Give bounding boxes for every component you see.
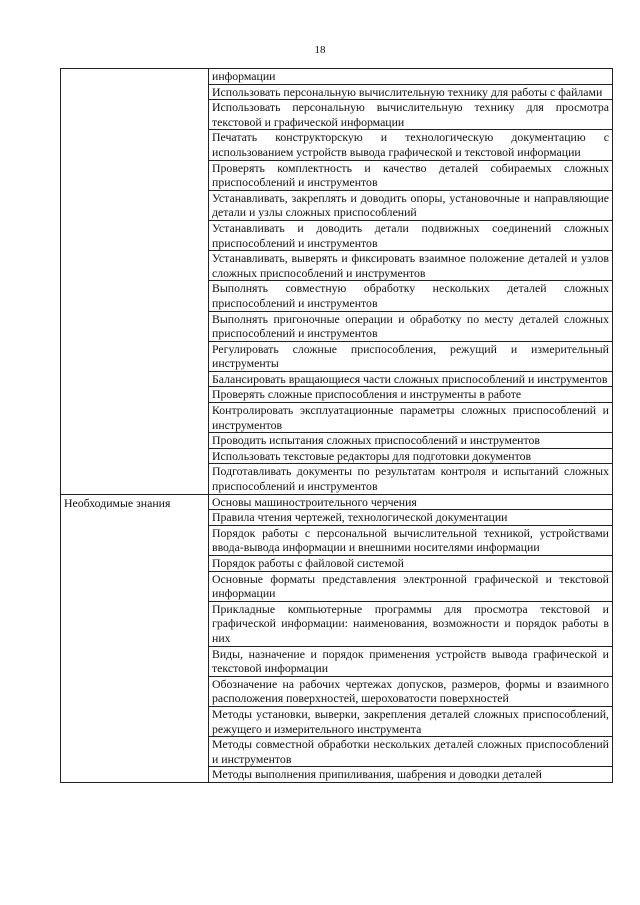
section-label-knowledge: Необходимые знания xyxy=(61,494,209,782)
table-row xyxy=(61,69,613,85)
table-row xyxy=(61,494,613,510)
table-cell: Виды, назначение и порядок применения устройств вывода графической и текстовой информации xyxy=(209,646,613,676)
table-cell: Использовать текстовые редакторы для подготовки документов xyxy=(209,448,613,464)
table-cell: Проверять комплектность и качество деталей собираемых сложных приспособлений и инструментов xyxy=(209,160,613,190)
table-cell: Прикладные компьютерные программы для просмотра текстовой и графической информации: наименования, возможности и порядок работы в них xyxy=(209,601,613,646)
table-cell: Использовать персональную вычислительную технику для просмотра текстовой и графической информации xyxy=(209,100,613,130)
table-cell: Основы машиностроительного черчения xyxy=(209,494,613,510)
table-cell: Правила чтения чертежей, технологической документации xyxy=(209,510,613,526)
page-number: 18 xyxy=(314,44,326,56)
table-cell: Выполнять совместную обработку нескольких деталей сложных приспособлений и инструментов xyxy=(209,281,613,311)
table-cell: Использовать персональную вычислительную технику для работы с файлами xyxy=(209,84,613,100)
table-cell: Устанавливать и доводить детали подвижных соединений сложных приспособлений и инструментов xyxy=(209,220,613,250)
table-cell: Методы совместной обработки нескольких деталей сложных приспособлений и инструментов xyxy=(209,737,613,767)
table-cell: Проверять сложные приспособления и инструменты в работе xyxy=(209,387,613,403)
table-cell: Балансировать вращающиеся части сложных приспособлений и инструментов xyxy=(209,371,613,387)
table-cell: Основные форматы представления электронной графической и текстовой информации xyxy=(209,571,613,601)
table-cell: Устанавливать, закреплять и доводить опоры, установочные и направляющие детали и узлы сложных приспособлений xyxy=(209,190,613,220)
table-cell: Проводить испытания сложных приспособлений и инструментов xyxy=(209,433,613,449)
requirements-table xyxy=(60,68,613,783)
table-cell: информации xyxy=(209,69,613,85)
table-cell: Методы выполнения припиливания, шабрения и доводки деталей xyxy=(209,767,613,783)
table-cell: Контролировать эксплуатационные параметры сложных приспособлений и инструментов xyxy=(209,403,613,433)
table-cell: Порядок работы с файловой системой xyxy=(209,556,613,572)
table-cell: Методы установки, выверки, закрепления деталей сложных приспособлений, режущего и измерительного инструмента xyxy=(209,706,613,736)
table-cell: Печатать конструкторскую и технологическую документацию с использованием устройств вывода графической и текстовой информации xyxy=(209,130,613,160)
table-cell: Подготавливать документы по результатам контроля и испытаний сложных приспособлений и инструментов xyxy=(209,464,613,494)
table-cell: Регулировать сложные приспособления, режущий и измерительный инструменты xyxy=(209,341,613,371)
table-cell: Порядок работы с персональной вычислительной техникой, устройствами ввода-вывода информации и внешними носителями информации xyxy=(209,525,613,555)
table-cell: Выполнять пригоночные операции и обработку по месту деталей сложных приспособлений и инструментов xyxy=(209,311,613,341)
table-cell: Обозначение на рабочих чертежах допусков, размеров, формы и взаимного расположения поверхностей, шероховатости поверхностей xyxy=(209,676,613,706)
table-cell: Устанавливать, выверять и фиксировать взаимное положение деталей и узлов сложных приспособлений и инструментов xyxy=(209,251,613,281)
section-label-skills xyxy=(61,69,209,495)
